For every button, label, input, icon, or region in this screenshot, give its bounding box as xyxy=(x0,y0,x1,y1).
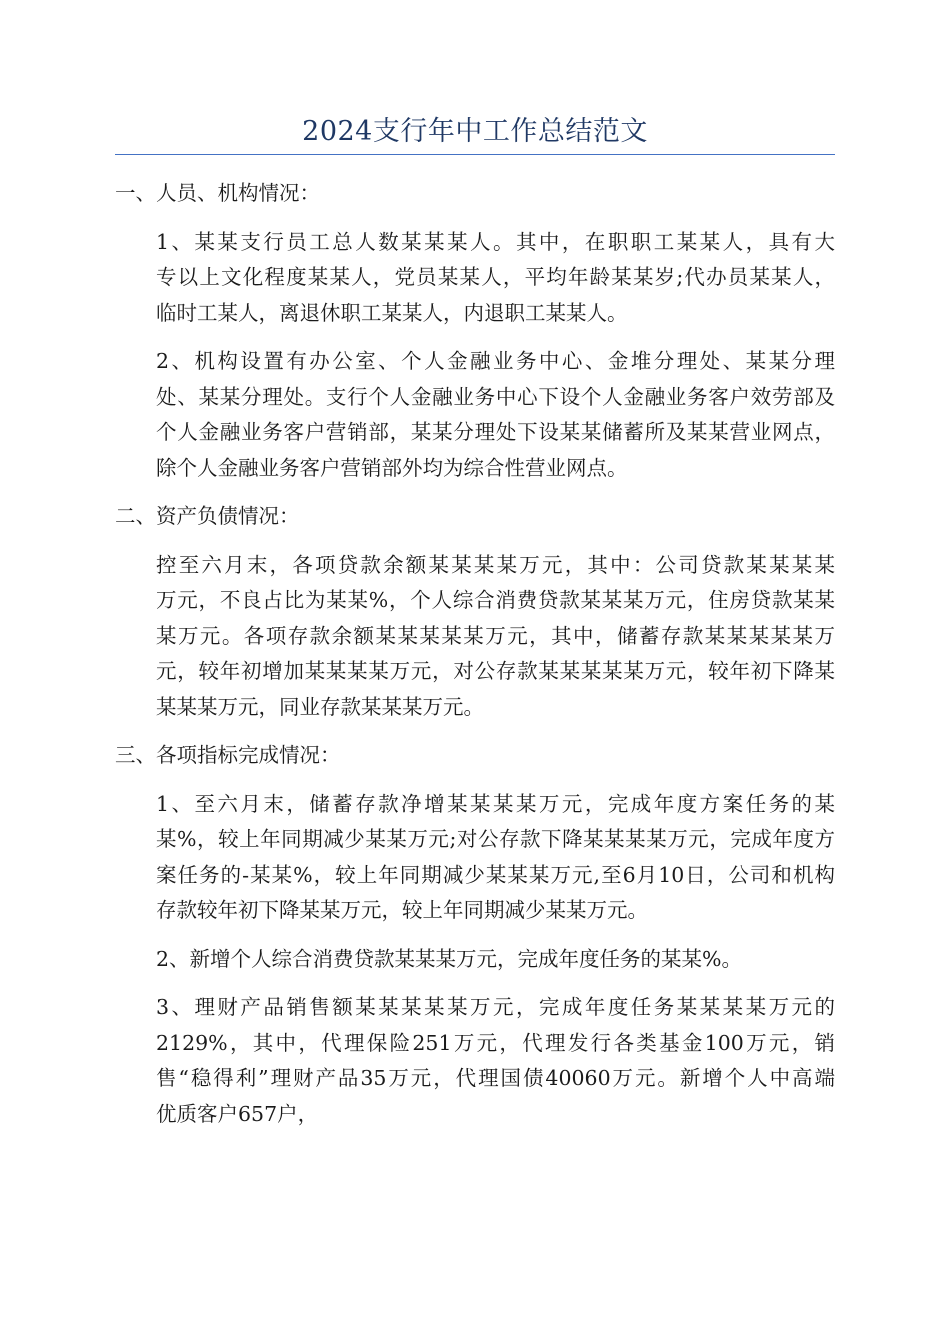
paragraph-line: 2、新增个人综合消费贷款某某某万元，完成年度任务的某某%。 xyxy=(156,946,743,971)
paragraph-line: 临时工某人，离退休职工某某人，内退职工某某人。 xyxy=(156,300,628,325)
paragraph xyxy=(115,225,835,332)
paragraph-line: 3、理财产品销售额某某某某某万元，完成年度任务某某某某万元的 xyxy=(156,995,835,1019)
section-heading-indicators: 三、各项指标完成情况： xyxy=(115,743,341,767)
paragraph xyxy=(115,942,835,978)
paragraph-line: 控至六月末，各项贷款余额某某某某万元，其中：公司贷款某某某某 xyxy=(156,552,835,577)
paragraph-line: 某万元。各项存款余额某某某某某万元，其中，储蓄存款某某某某某万 xyxy=(156,623,835,648)
paragraph-line: 处、某某分理处。支行个人金融业务中心下设个人金融业务客户效劳部及 xyxy=(156,384,835,409)
paragraph-line: 元，较年初增加某某某某万元，对公存款某某某某某万元，较年初下降某 xyxy=(156,659,835,683)
paragraph-line: 优质客户657户， xyxy=(156,1101,319,1126)
title-underline xyxy=(115,154,835,155)
document-title: 2024支行年中工作总结范文 xyxy=(302,116,648,147)
paragraph-line: 某某某万元，同业存款某某某万元。 xyxy=(156,694,484,719)
paragraph xyxy=(115,787,835,929)
paragraph xyxy=(115,548,835,726)
paragraph-line: 专以上文化程度某某人，党员某某人，平均年龄某某岁;代办员某某人， xyxy=(156,265,835,289)
section-heading-assets-liabilities: 二、资产负债情况： xyxy=(115,504,300,528)
document-body xyxy=(115,176,835,1145)
paragraph-line: 除个人金融业务客户营销部外均为综合性营业网点。 xyxy=(156,455,628,480)
paragraph-line: 案任务的-某某%，较上年同期减少某某某万元,至6月10日，公司和机构 xyxy=(156,862,835,887)
paragraph xyxy=(115,990,835,1132)
paragraph-line: 2129%，其中，代理保险251万元，代理发行各类基金100万元，销 xyxy=(156,1030,835,1055)
paragraph-line: 售“稳得利”理财产品35万元，代理国债40060万元。新增个人中高端 xyxy=(156,1066,835,1090)
paragraph xyxy=(115,344,835,486)
section-heading-personnel: 一、人员、机构情况： xyxy=(115,181,320,205)
paragraph-line: 存款较年初下降某某万元，较上年同期减少某某万元。 xyxy=(156,898,648,922)
paragraph-line: 1、至六月末，储蓄存款净增某某某某万元，完成年度方案任务的某 xyxy=(156,791,835,816)
paragraph-line: 个人金融业务客户营销部，某某分理处下设某某储蓄所及某某营业网点， xyxy=(156,420,835,444)
paragraph-line: 2、机构设置有办公室、个人金融业务中心、金堆分理处、某某分理 xyxy=(156,349,835,373)
paragraph-line: 1、某某支行员工总人数某某某人。其中，在职职工某某人，具有大 xyxy=(156,229,835,254)
paragraph-line: 万元，不良占比为某某%，个人综合消费贷款某某某万元，住房贷款某某 xyxy=(156,588,835,612)
paragraph-line: 某%，较上年同期减少某某万元;对公存款下降某某某某万元，完成年度方 xyxy=(156,827,835,851)
